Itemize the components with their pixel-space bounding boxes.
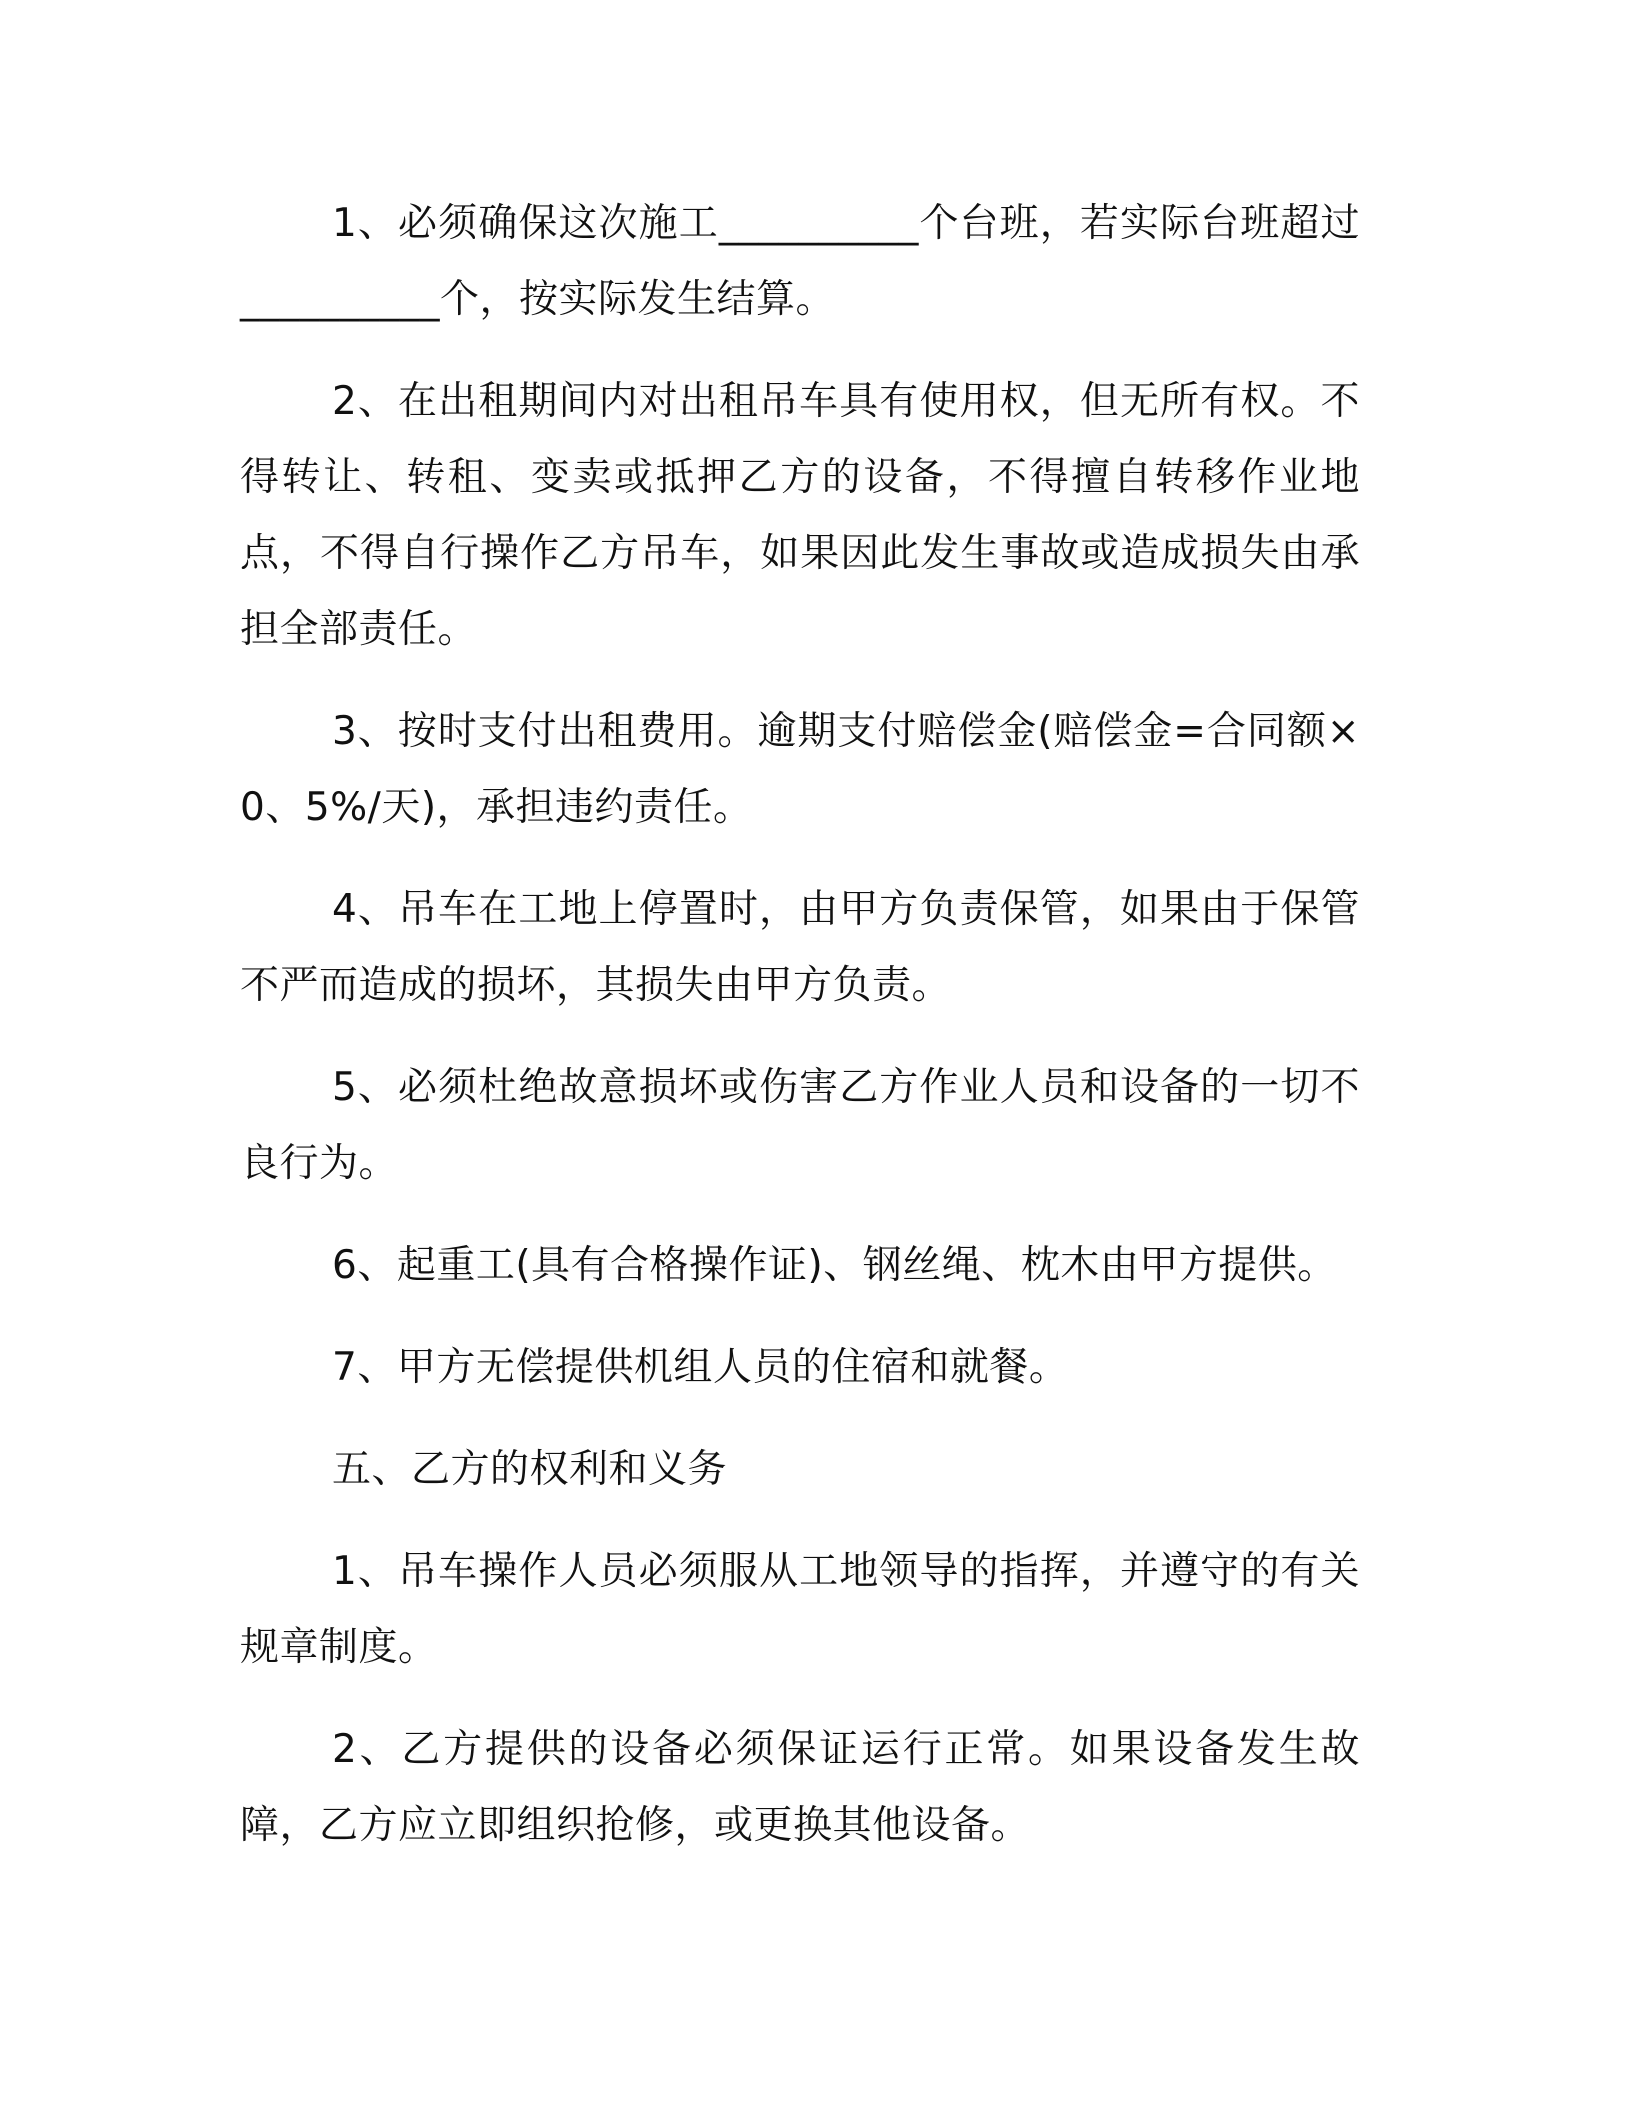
clause-paragraph: 5、必须杜绝故意损坏或伤害乙方作业人员和设备的一切不良行为。 [240, 1065, 1360, 1186]
clause-paragraph: 2、乙方提供的设备必须保证运行正常。如果设备发生故障，乙方应立即组织抢修，或更换其他设备。 [240, 1727, 1360, 1848]
clause-paragraph: 6、起重工(具有合格操作证)、钢丝绳、枕木由甲方提供。 [332, 1243, 1337, 1288]
section-heading: 五、乙方的权利和义务 [332, 1447, 728, 1492]
clause-paragraph: 1、必须确保这次施工__________个台班，若实际台班超过__________个，按实际发生结算。 [240, 201, 1360, 322]
clause-paragraph: 3、按时支付出租费用。逾期支付赔偿金(赔偿金=合同额×0、5%/天)，承担违约责任。 [240, 709, 1360, 830]
clause-paragraph: 7、甲方无偿提供机组人员的住宿和就餐。 [332, 1345, 1069, 1390]
clause-paragraph: 2、在出租期间内对出租吊车具有使用权，但无所有权。不得转让、转租、变卖或抵押乙方的设备，不得擅自转移作业地点，不得自行操作乙方吊车，如果因此发生事故或造成损失由承担全部责任。 [240, 379, 1360, 652]
document-body [240, 186, 1360, 1890]
clause-paragraph: 4、吊车在工地上停置时，由甲方负责保管，如果由于保管不严而造成的损坏，其损失由甲方负责。 [240, 887, 1360, 1008]
clause-paragraph: 1、吊车操作人员必须服从工地领导的指挥，并遵守的有关规章制度。 [240, 1549, 1360, 1670]
